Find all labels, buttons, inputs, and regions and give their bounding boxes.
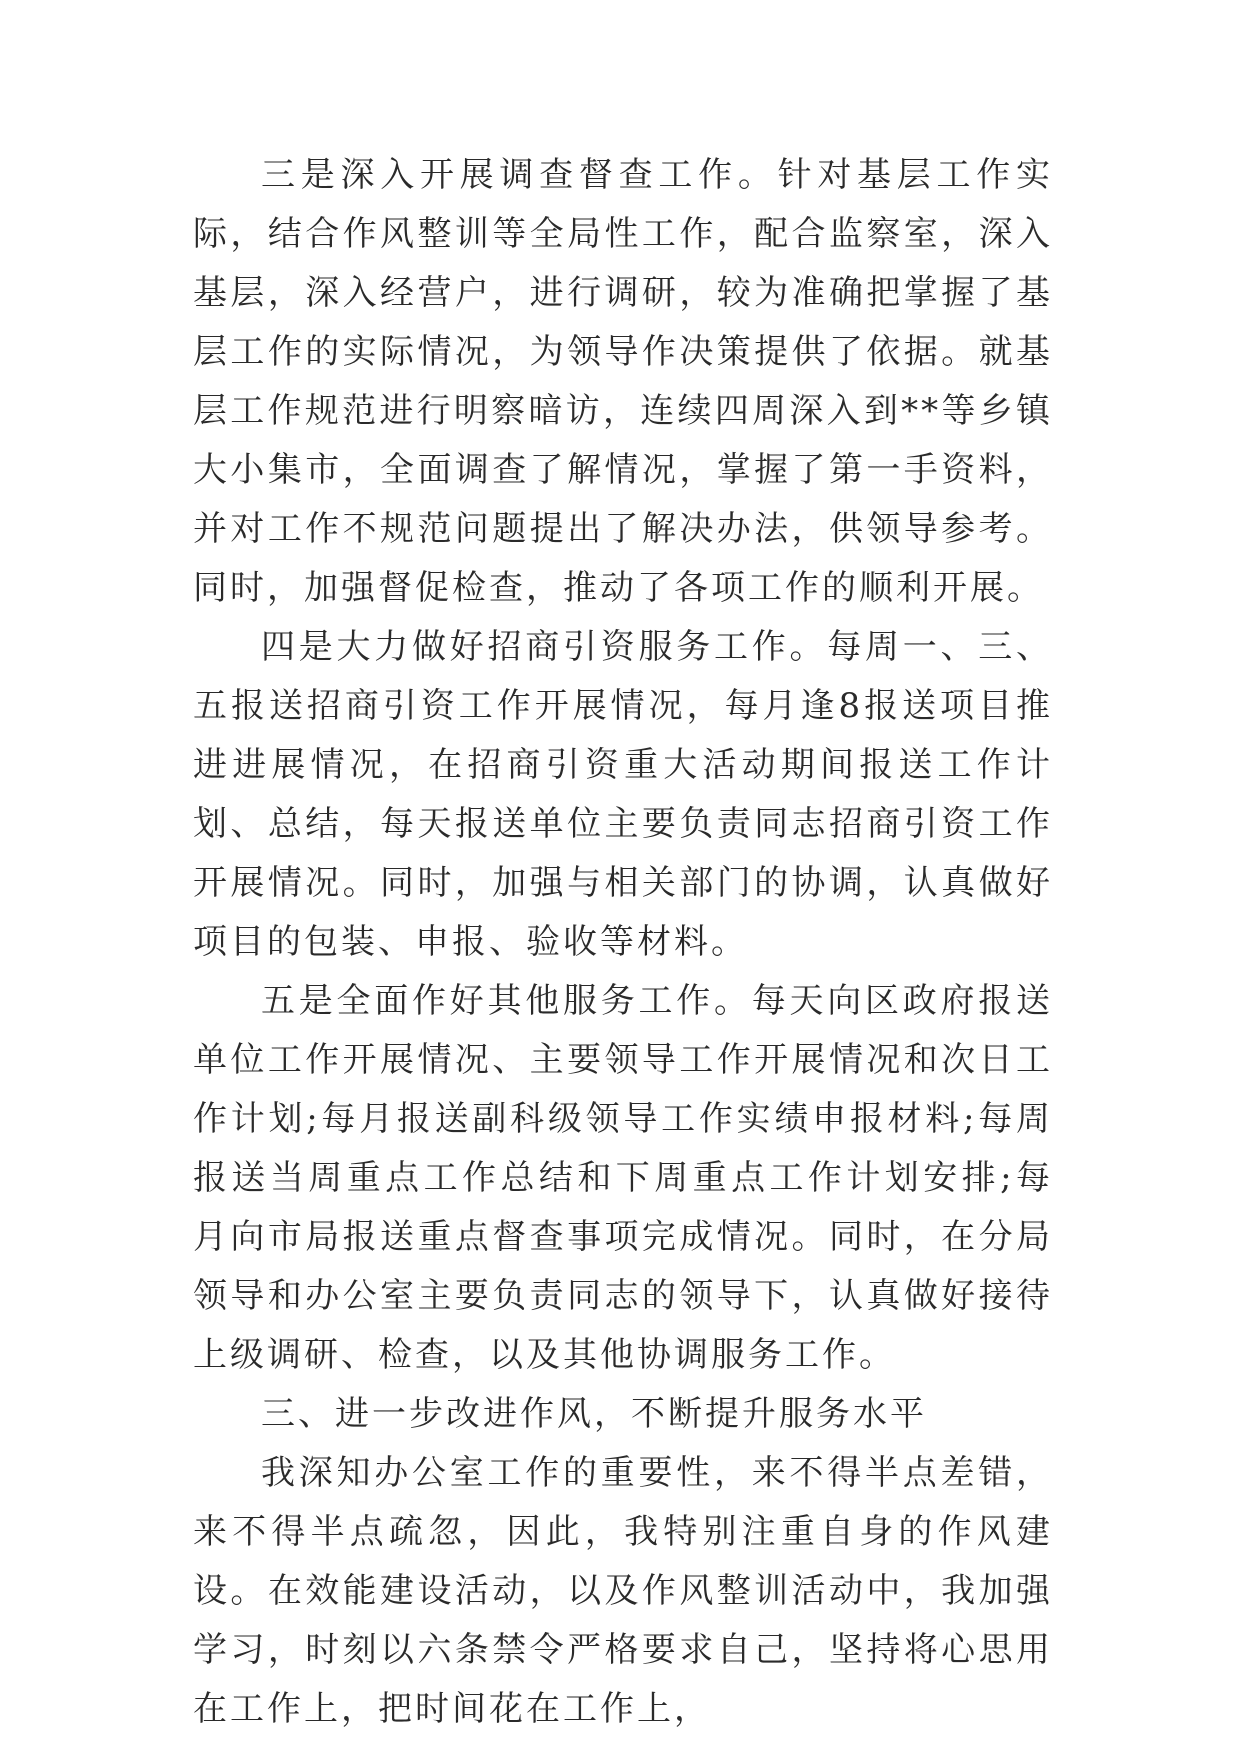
paragraph-investigation: 三是深入开展调查督查工作。针对基层工作实际，结合作风整训等全局性工作，配合监察室，深入基层，深入经营户，进行调研，较为准确把掌握了基层工作的实际情况，为领导作决策提供了依据。就基层工作规范进行明察暗访，连续四周深入到**等乡镇大小集市，全面调查了解情况，掌握了第一手资料，并对工作不规范问题提出了解决办法，供领导参考。同时，加强督促检查，推动了各项工作的顺利开展。 <box>193 155 1053 608</box>
section-heading: 三、进一步改进作风，不断提升服务水平 <box>261 1394 927 1434</box>
paragraph-investment: 四是大力做好招商引资服务工作。每周一、三、五报送招商引资工作开展情况，每月逢8报送项目推进进展情况，在招商引资重大活动期间报送工作计划、总结，每天报送单位主要负责同志招商引资工作开展情况。同时，加强与相关部门的协调，认真做好项目的包装、申报、验收等材料。 <box>193 627 1053 962</box>
document-page <box>193 146 1053 1739</box>
paragraph-work-style: 我深知办公室工作的重要性，来不得半点差错，来不得半点疏忽，因此，我特别注重自身的作风建设。在效能建设活动，以及作风整训活动中，我加强学习，时刻以六条禁令严格要求自己，坚持将心思用在工作上，把时间花在工作上， <box>193 1453 1053 1729</box>
paragraph-other-services: 五是全面作好其他服务工作。每天向区政府报送单位工作开展情况、主要领导工作开展情况和次日工作计划;每月报送副科级领导工作实绩申报材料;每周报送当周重点工作总结和下周重点工作计划安排;每月向市局报送重点督查事项完成情况。同时，在分局领导和办公室主要负责同志的领导下，认真做好接待上级调研、检查，以及其他协调服务工作。 <box>193 981 1053 1375</box>
